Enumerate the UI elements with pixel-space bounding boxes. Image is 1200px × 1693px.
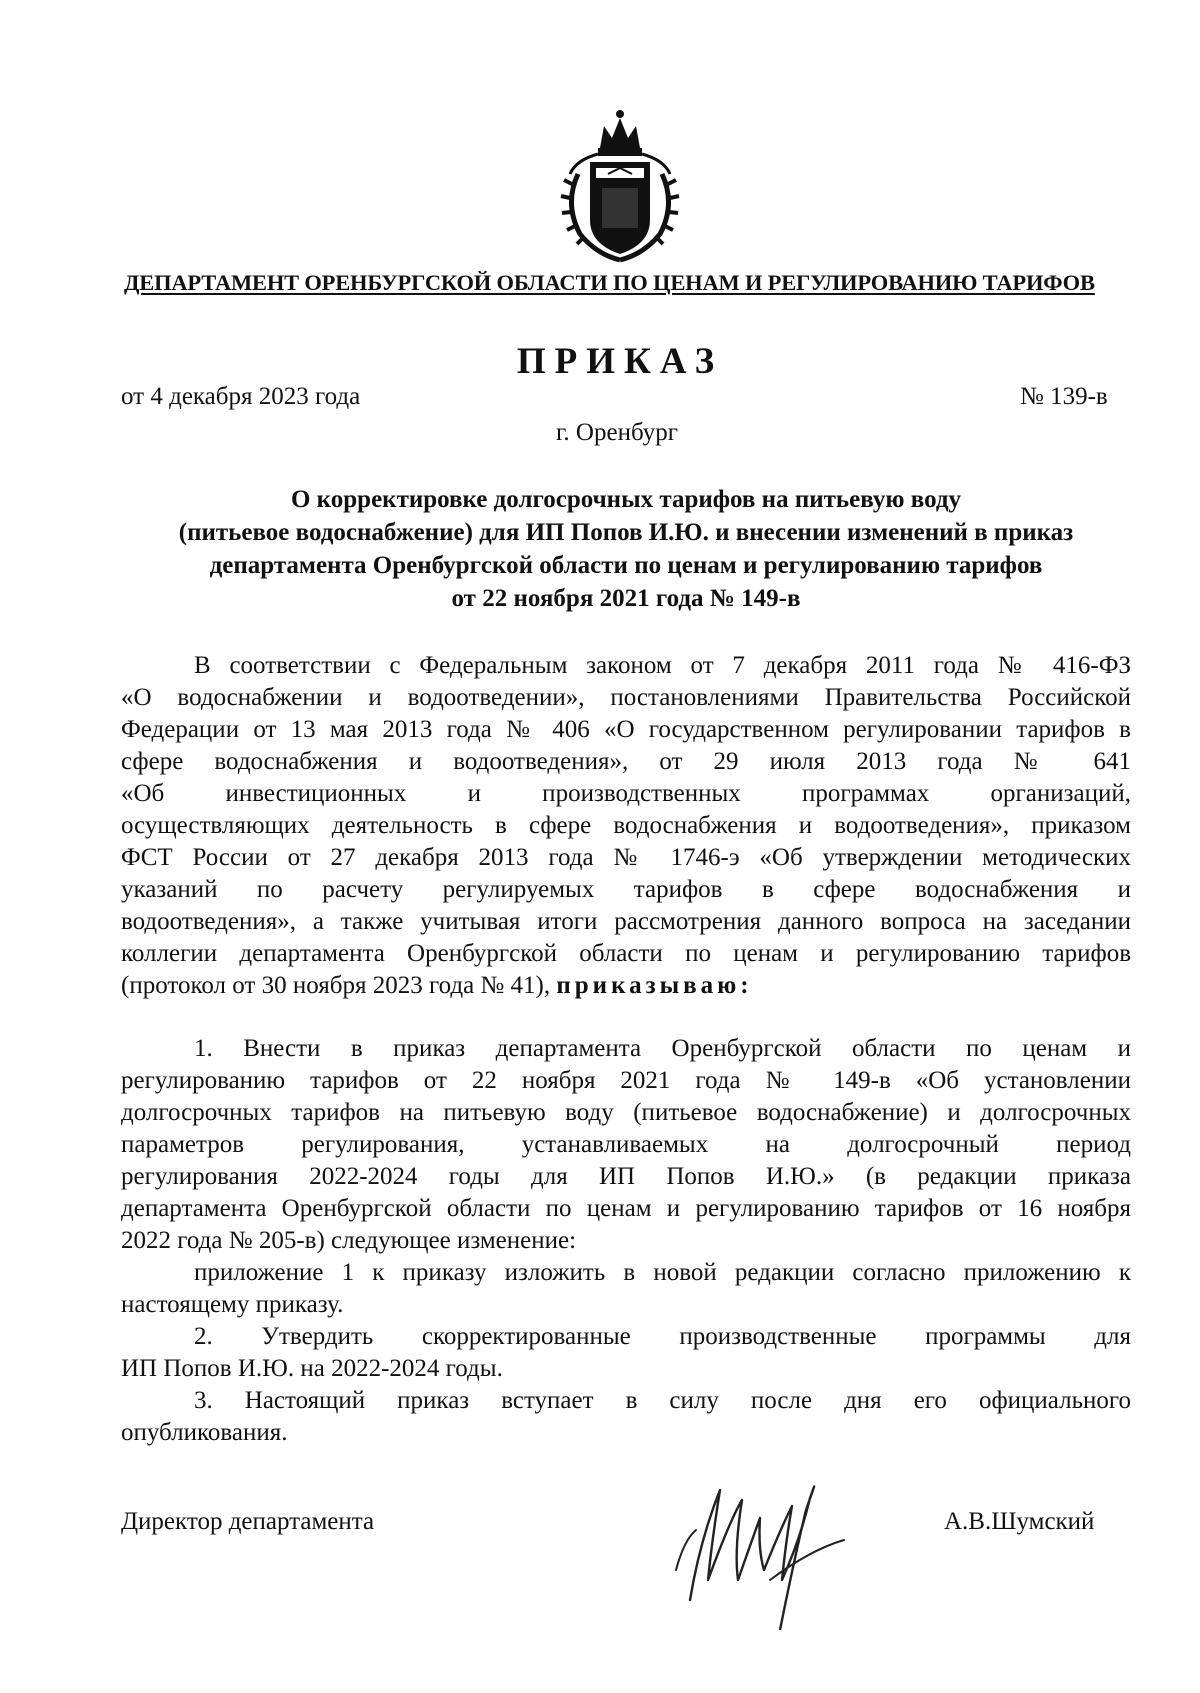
order-city: г. Оренбург <box>556 419 678 446</box>
preamble-line: В соответствии с Федеральным законом от 7 декабря 2011 года № 416-ФЗ <box>194 652 1131 679</box>
signatory-name: А.В.Шумский <box>944 1508 1095 1535</box>
subject-line: от 22 ноября 2021 года № 149-в <box>451 585 801 612</box>
order-command: приказываю: <box>556 972 753 999</box>
handwritten-signature-icon <box>660 1430 860 1630</box>
preamble-line: «Об инвестиционных и производственных программах организаций, <box>121 780 1131 807</box>
signatory-position: Директор департамента <box>121 1508 375 1535</box>
preamble-line: Федерации от 13 мая 2013 года № 406 «О государственном регулировании тарифов в <box>121 716 1131 743</box>
order-subject <box>121 483 1131 615</box>
preamble-line: сфере водоснабжения и водоотведения», от 29 июля 2013 года № 641 <box>121 748 1131 775</box>
document-title: ПРИКАЗ <box>516 341 724 382</box>
item1-line: регулирования 2022-2024 годы для ИП Попов И.Ю.» (в редакции приказа <box>121 1163 1131 1190</box>
item2-line: 2. Утвердить скорректированные производственные программы для <box>194 1323 1131 1350</box>
preamble-last-line-text: (протокол от 30 ноября 2023 года № 41), <box>121 972 557 999</box>
item1-line: долгосрочных тарифов на питьевую воду (питьевое водоснабжение) и долгосрочных <box>121 1099 1131 1126</box>
item1-line: 1. Внести в приказ департамента Оренбургской области по ценам и <box>194 1035 1131 1062</box>
item1-line: регулированию тарифов от 22 ноября 2021 года № 149-в «Об установлении <box>121 1067 1131 1094</box>
department-name: ДЕПАРТАМЕНТ ОРЕНБУРГСКОЙ ОБЛАСТИ ПО ЦЕНАМ И РЕГУЛИРОВАНИЮ ТАРИФОВ <box>124 270 1095 295</box>
item1-line: 2022 года № 205-в) следующее изменение: <box>121 1227 577 1254</box>
annex-line: настоящему приказу. <box>121 1291 344 1318</box>
subject-line: О корректировке долгосрочных тарифов на питьевую воду <box>290 486 961 513</box>
item1-line: департамента Оренбургской области по ценам и регулированию тарифов от 16 ноября <box>121 1195 1131 1222</box>
coat-of-arms-icon <box>556 104 684 264</box>
annex-line: приложение 1 к приказу изложить в новой редакции согласно приложению к <box>194 1259 1131 1286</box>
subject-line: (питьевое водоснабжение) для ИП Попов И.Ю. и внесении изменений в приказ <box>178 519 1074 546</box>
item1-line: параметров регулирования, устанавливаемых на долгосрочный период <box>121 1131 1131 1158</box>
item3-line: опубликования. <box>121 1419 288 1446</box>
preamble-line: указаний по расчету регулируемых тарифов в сфере водоснабжения и <box>121 876 1131 903</box>
preamble-line: «О водоснабжении и водоотведении», постановлениями Правительства Российской <box>121 684 1131 711</box>
order-date: от 4 декабря 2023 года <box>121 383 361 410</box>
order-number: № 139-в <box>1020 383 1108 410</box>
preamble-line: водоотведения», а также учитывая итоги рассмотрения данного вопроса на заседании <box>121 908 1131 935</box>
preamble-paragraph <box>121 650 1131 1002</box>
subject-line: департамента Оренбургской области по ценам и регулированию тарифов <box>209 552 1043 579</box>
item3-line: 3. Настоящий приказ вступает в силу после дня его официального <box>194 1387 1131 1414</box>
preamble-line <box>121 970 1131 1002</box>
item2-line: ИП Попов И.Ю. на 2022-2024 годы. <box>121 1355 503 1382</box>
preamble-line: ФСТ России от 27 декабря 2013 года № 1746-э «Об утверждении методических <box>121 844 1131 871</box>
preamble-line: осуществляющих деятельность в сфере водоснабжения и водоотведения», приказом <box>121 812 1131 839</box>
order-items <box>121 1033 1131 1449</box>
preamble-line: коллегии департамента Оренбургской области по ценам и регулированию тарифов <box>121 940 1131 967</box>
